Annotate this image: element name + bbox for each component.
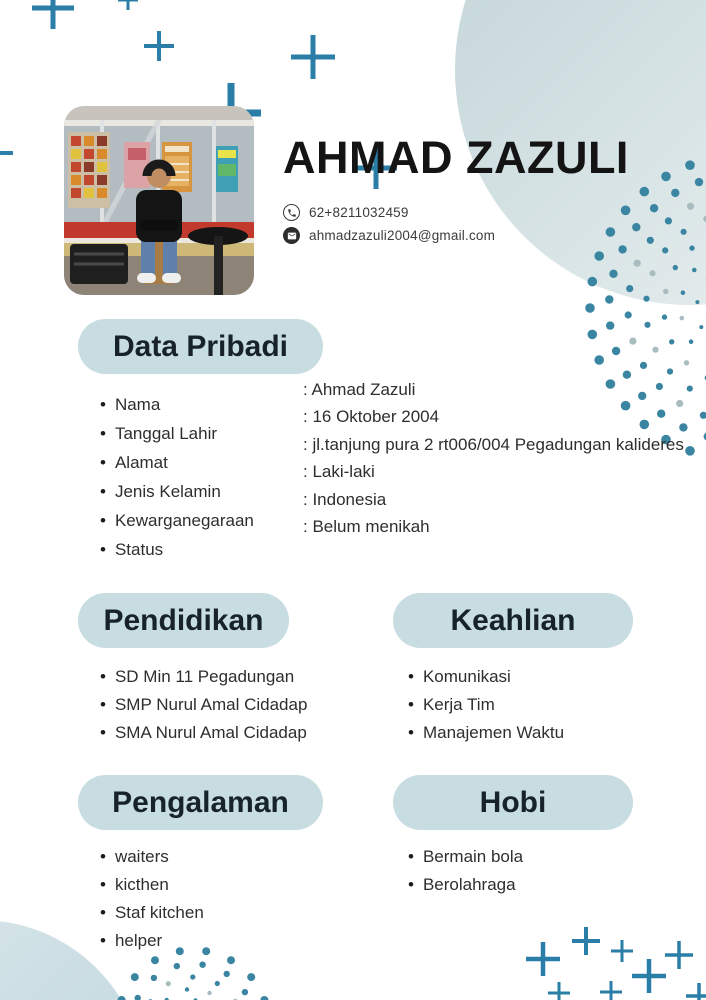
phone-icon bbox=[283, 204, 300, 221]
list-item bbox=[100, 535, 254, 564]
list-item-label: waiters bbox=[114, 847, 169, 866]
list-item bbox=[100, 448, 254, 477]
list-item-label: Kewarganegaraan bbox=[114, 511, 254, 530]
field-value-text: : Belum menikah bbox=[303, 517, 430, 537]
bullet-icon: • bbox=[100, 875, 106, 894]
phone-row bbox=[283, 204, 409, 221]
bullet-icon: • bbox=[408, 723, 414, 742]
name-heading: AHMAD ZAZULI bbox=[283, 132, 629, 183]
bullet-icon: • bbox=[100, 424, 106, 443]
field-value bbox=[303, 376, 687, 403]
section-title-text: Data Pribadi bbox=[112, 329, 289, 363]
list-item-label: kicthen bbox=[114, 875, 169, 894]
list-item-label: Tanggal Lahir bbox=[114, 424, 218, 443]
section-title-pendidikan bbox=[78, 593, 289, 648]
list-item bbox=[100, 719, 307, 747]
list-item bbox=[100, 843, 204, 871]
profile-photo-image bbox=[64, 106, 254, 295]
list-item-label: SD Min 11 Pegadungan bbox=[114, 667, 295, 686]
list-item-label: Berolahraga bbox=[422, 875, 516, 894]
section-title-hobi bbox=[393, 775, 633, 830]
list-item-label: Alamat bbox=[114, 453, 168, 472]
section-title-text: Keahlian bbox=[450, 603, 576, 637]
field-value bbox=[303, 486, 687, 513]
list-item-label: SMP Nurul Amal Cidadap bbox=[114, 695, 308, 714]
list-item bbox=[100, 419, 254, 448]
bullet-icon: • bbox=[100, 395, 106, 414]
list-item bbox=[100, 506, 254, 535]
list-item bbox=[408, 663, 564, 691]
field-value-text: : Ahmad Zazuli bbox=[303, 380, 416, 399]
field-value-text: : Laki-laki bbox=[303, 462, 375, 482]
list-item-label: Manajemen Waktu bbox=[422, 723, 565, 742]
profile-photo bbox=[64, 106, 254, 295]
pengalaman-list bbox=[100, 843, 204, 955]
list-item bbox=[100, 871, 204, 899]
list-item bbox=[100, 663, 307, 691]
list-item bbox=[100, 477, 254, 506]
data-pribadi-labels bbox=[100, 390, 254, 564]
keahlian-list bbox=[408, 663, 564, 747]
section-title-text: Hobi bbox=[479, 785, 547, 819]
list-item bbox=[408, 871, 523, 899]
bullet-icon: • bbox=[408, 847, 414, 866]
email-row bbox=[283, 227, 495, 244]
phone-number: 62+8211032459 bbox=[309, 205, 409, 220]
section-title-text: Pengalaman bbox=[112, 785, 289, 819]
bullet-icon: • bbox=[100, 931, 106, 950]
bullet-icon: • bbox=[100, 511, 106, 530]
section-title-keahlian bbox=[393, 593, 633, 648]
section-title-text: Pendidikan bbox=[103, 603, 264, 637]
field-value bbox=[303, 431, 687, 458]
bullet-icon: • bbox=[100, 453, 106, 472]
list-item bbox=[408, 719, 564, 747]
section-title-data-pribadi bbox=[78, 319, 323, 374]
list-item-label: helper bbox=[114, 931, 163, 950]
pendidikan-list bbox=[100, 663, 307, 747]
list-item-label: Jenis Kelamin bbox=[114, 482, 221, 501]
email-icon bbox=[283, 227, 300, 244]
bullet-icon: • bbox=[100, 482, 106, 501]
bullet-icon: • bbox=[408, 695, 414, 714]
list-item-label: Status bbox=[114, 540, 164, 559]
section-title-pengalaman bbox=[78, 775, 323, 830]
list-item-label: Nama bbox=[114, 395, 161, 414]
list-item-label: Bermain bola bbox=[422, 847, 524, 866]
list-item bbox=[408, 843, 523, 871]
bullet-icon: • bbox=[100, 847, 106, 866]
bullet-icon: • bbox=[100, 723, 106, 742]
field-value bbox=[303, 513, 687, 540]
bullet-icon: • bbox=[100, 540, 106, 559]
field-value-text: : Indonesia bbox=[303, 489, 387, 509]
list-item-label: Kerja Tim bbox=[422, 695, 495, 714]
hobi-list bbox=[408, 843, 523, 899]
list-item-label: SMA Nurul Amal Cidadap bbox=[114, 723, 307, 742]
field-value-text: : 16 Oktober 2004 bbox=[303, 407, 440, 427]
list-item bbox=[100, 899, 204, 927]
list-item bbox=[100, 691, 307, 719]
list-item bbox=[100, 927, 204, 955]
field-value bbox=[303, 458, 687, 485]
field-value bbox=[303, 403, 687, 430]
bullet-icon: • bbox=[408, 667, 414, 686]
field-value-text: : jl.tanjung pura 2 rt006/004 Pegadungan kalideres bbox=[303, 434, 684, 454]
bullet-icon: • bbox=[408, 875, 414, 894]
data-pribadi-values bbox=[303, 376, 687, 540]
bullet-icon: • bbox=[100, 903, 106, 922]
email-address: ahmadzazuli2004@gmail.com bbox=[309, 228, 496, 243]
list-item-label: Komunikasi bbox=[422, 667, 511, 686]
list-item bbox=[100, 390, 254, 419]
bullet-icon: • bbox=[100, 667, 106, 686]
list-item-label: Staf kitchen bbox=[114, 903, 204, 922]
list-item bbox=[408, 691, 564, 719]
bullet-icon: • bbox=[100, 695, 106, 714]
